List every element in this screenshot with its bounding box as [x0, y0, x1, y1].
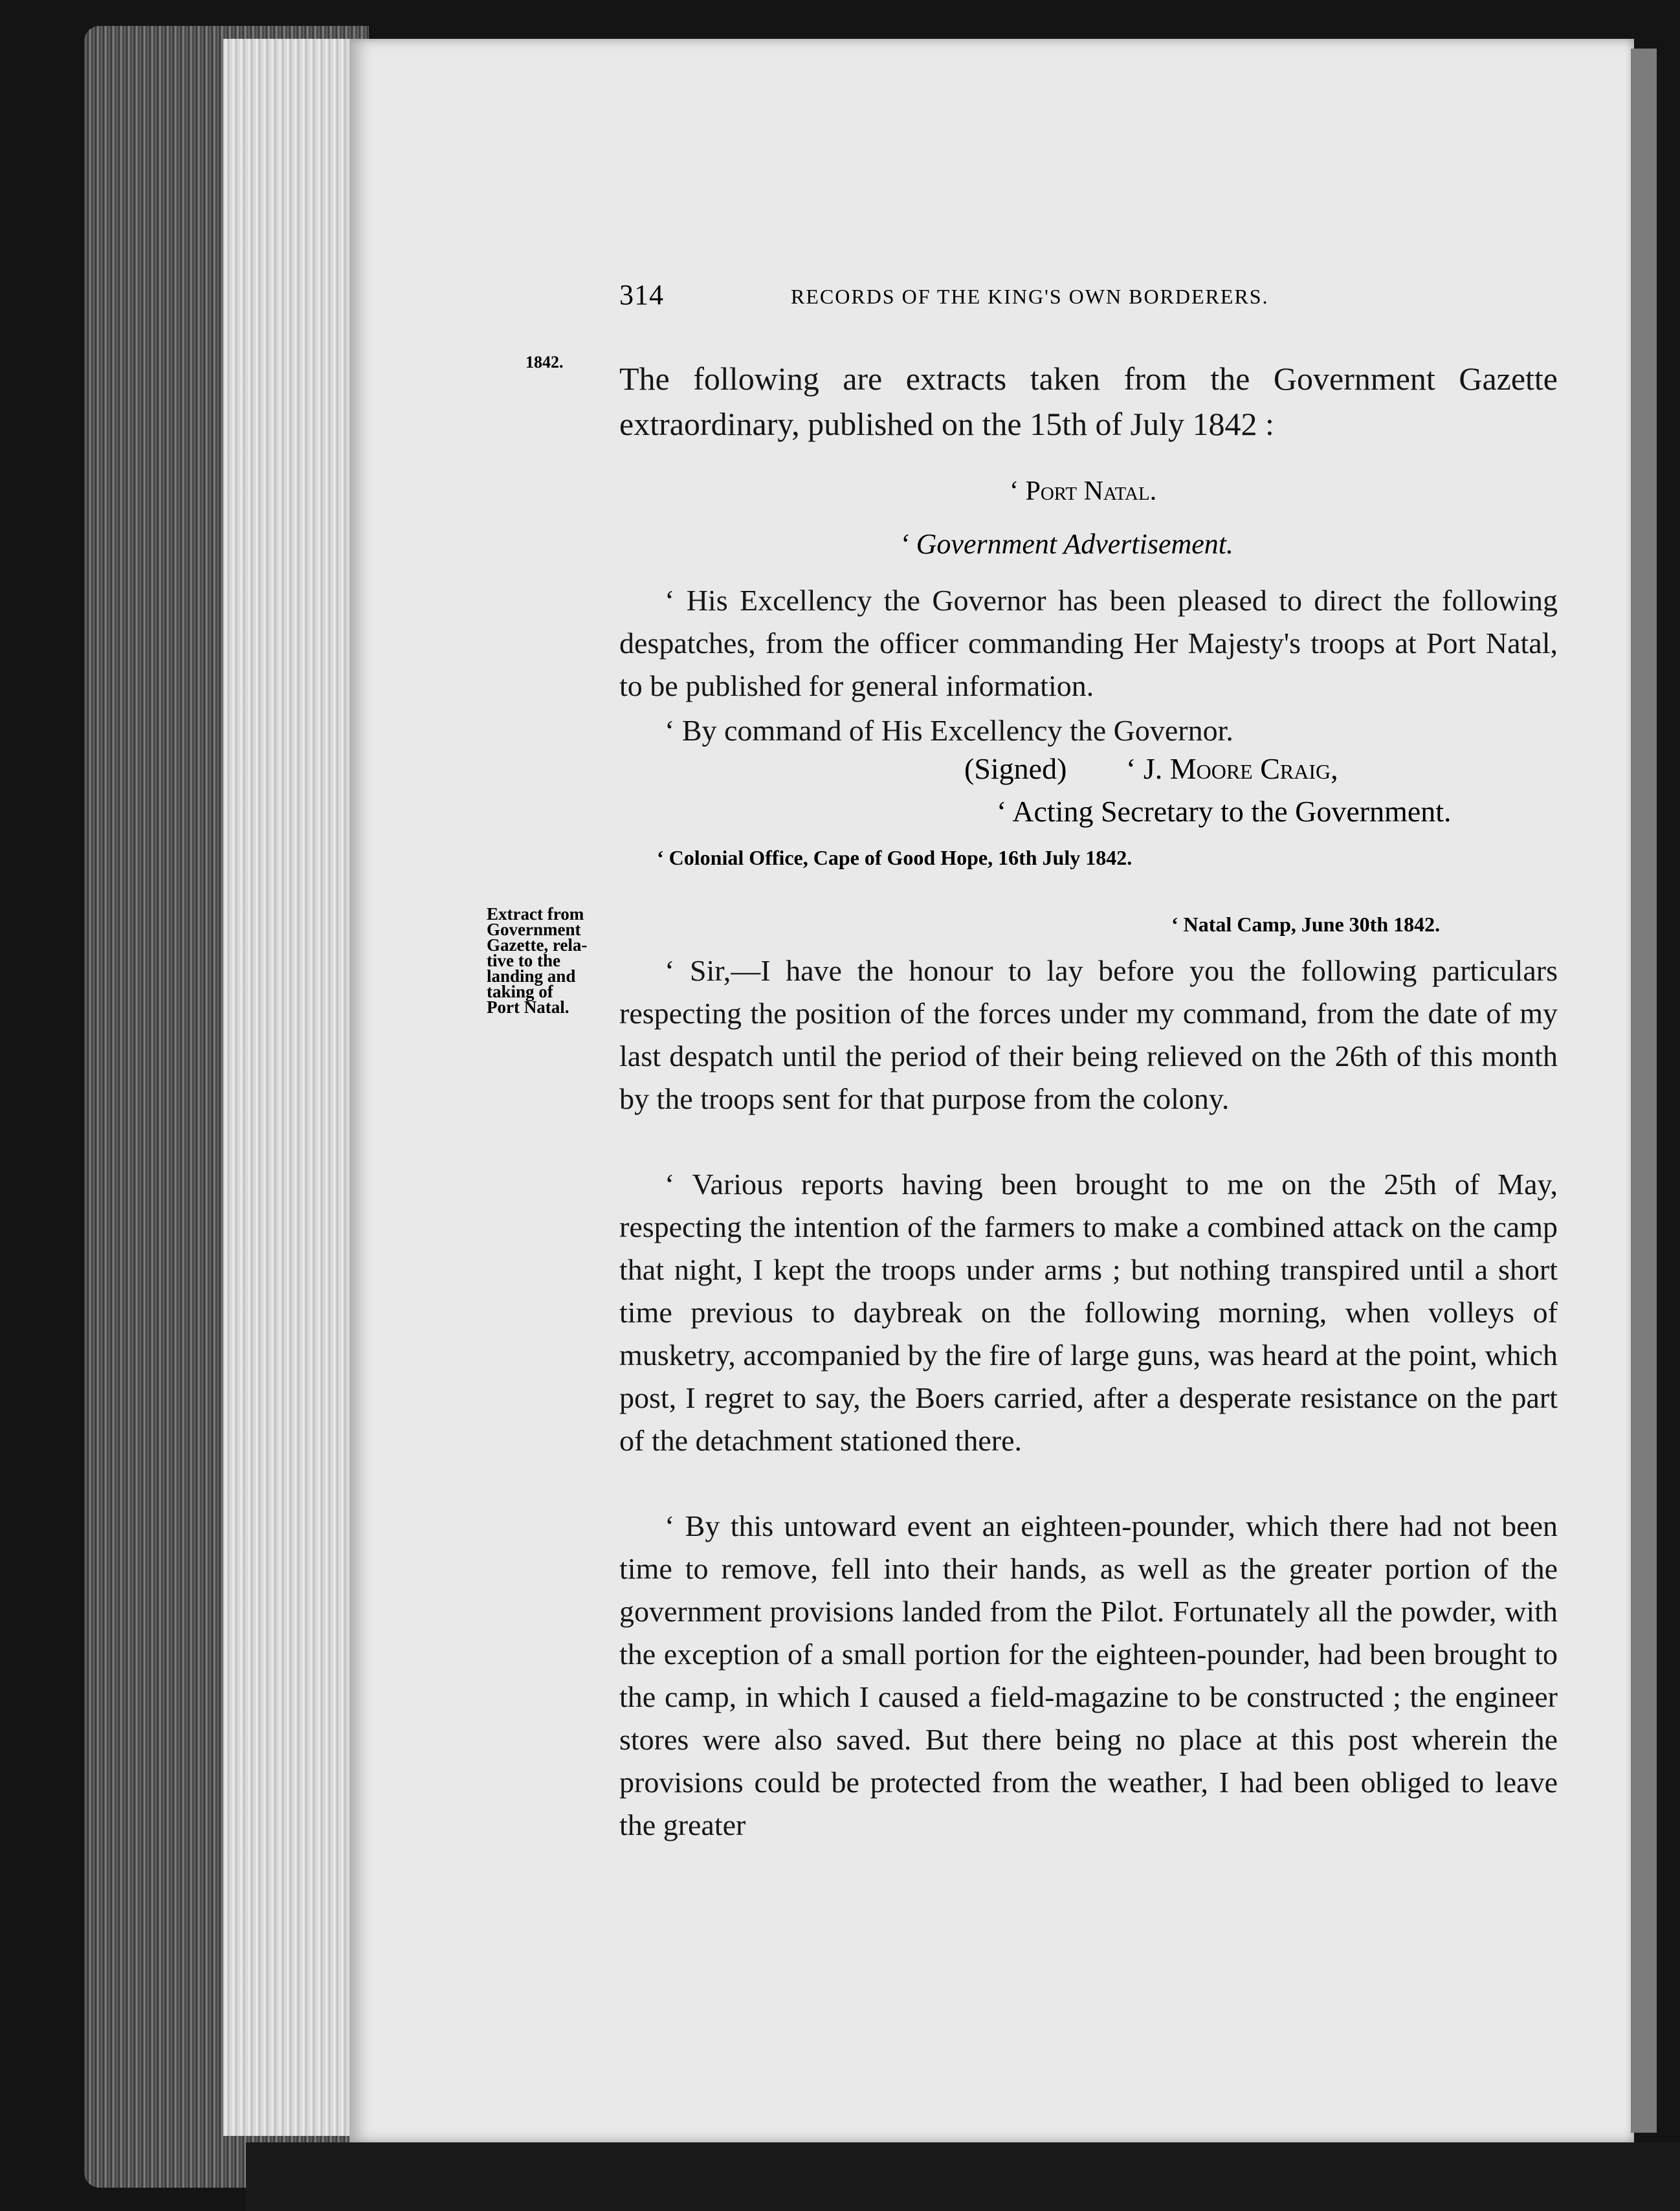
excellency-paragraph: ‘ His Excellency the Governor has been pleased to direct the following despatches, from the officer commanding Her Majesty's troops at Port Natal, to be published for general information.: [619, 584, 1558, 702]
margin-note-line: taking of: [487, 982, 553, 1001]
running-title: RECORDS OF THE KING'S OWN BORDERERS.: [791, 285, 1269, 308]
natal-camp-dateline: ‘ Natal Camp, June 30th 1842.: [1171, 913, 1441, 936]
signed-label: (Signed): [964, 752, 1067, 785]
paragraph-1: ‘ Sir,—I have the honour to lay before you the following particulars respecting the position of the forces under my command, from the date of my last despatch until the period of their being relieved on the 26th of this month by the troops sent for that purpose from the colony.: [619, 954, 1558, 1115]
signed-name: ‘ J. Moore Craig,: [1126, 752, 1338, 785]
colonial-office-line: ‘ Colonial Office, Cape of Good Hope, 16th July 1842.: [657, 846, 1133, 869]
page-stack: [223, 39, 366, 2136]
paragraph-2: ‘ Various reports having been brought to me on the 25th of May, respecting the intention of the farmers to make a combined attack on the camp that night, I kept the troops under arms ; but nothing transpired until a short time previous to daybreak on the following morning, when volleys of musketry, accompanied by the fire of large guns, was heard at the point, which post, I regret to say, the Boers carried, after a desperate resistance on the part of the detachment stationed there.: [619, 1168, 1558, 1457]
page-header: [619, 278, 1396, 317]
port-natal-heading: ‘ Port Natal.: [1010, 476, 1157, 506]
margin-note-line: tive to the: [487, 951, 560, 970]
margin-note: [487, 906, 610, 1015]
acting-secretary: ‘ Acting Secretary to the Government.: [997, 795, 1452, 828]
page-right-shadow: [1631, 49, 1657, 2133]
bottom-shadow: [246, 2142, 1680, 2211]
paragraph-3: ‘ By this untoward event an eighteen-pounder, which there had not been time to remove, fell into their hands, as well as the greater portion of the government provisions landed from the Pilot. Fortunately all the powder, with the exception of a small portion for the eighteen-pounder, had been brought to the camp, in which I caused a field-magazine to be constructed ; the engineer stores were also saved. But there being no place at this post wherein the provisions could be protected from the weather, I had been obliged to leave the greater: [619, 1509, 1558, 1841]
margin-year: 1842.: [525, 353, 564, 372]
margin-note-line: landing and: [487, 966, 576, 986]
intro-paragraph: The following are extracts taken from the Government Gazette extraordinary, published on the 15th of July 1842 :: [619, 361, 1558, 442]
government-advertisement-heading: ‘ Government Advertisement.: [900, 528, 1234, 560]
margin-note-line: Extract from: [487, 904, 584, 924]
margin-note-line: Port Natal.: [487, 997, 569, 1017]
margin-note-line: Gazette, rela-: [487, 935, 588, 955]
command-line: ‘ By command of His Excellency the Governor.: [665, 714, 1233, 747]
margin-note-line: Government: [487, 920, 581, 939]
page-number: 314: [619, 279, 664, 311]
